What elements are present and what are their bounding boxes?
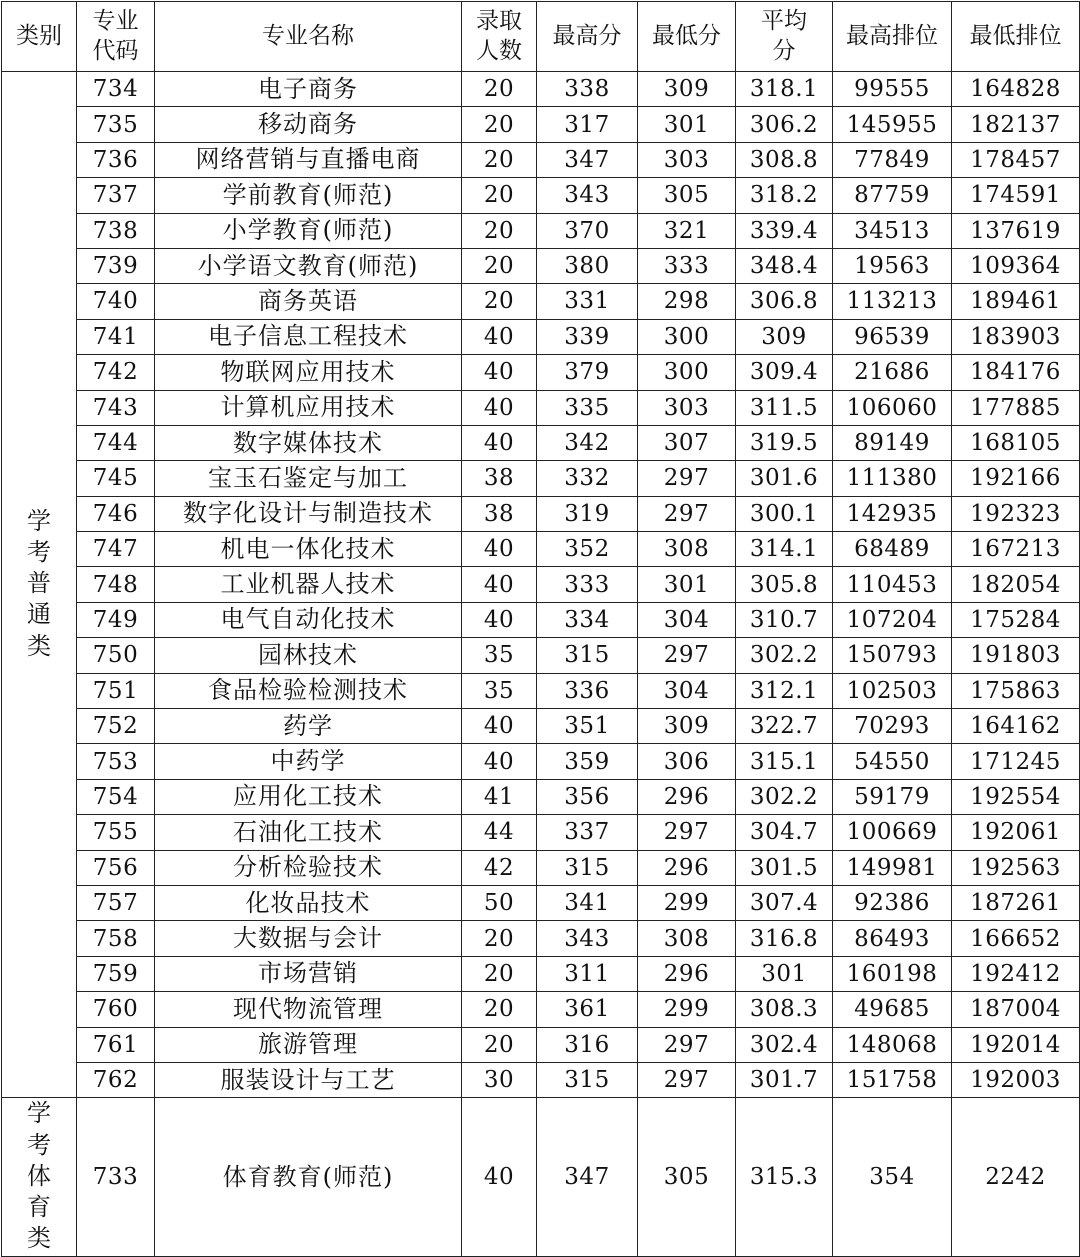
max-rank-cell: 150793 xyxy=(833,638,952,673)
name-cell: 应用化工技术 xyxy=(155,779,462,814)
max-rank-cell: 96539 xyxy=(833,319,952,354)
code-cell: 734 xyxy=(77,72,155,107)
admitted-cell: 20 xyxy=(462,1027,537,1062)
min-rank-cell: 182137 xyxy=(952,107,1080,142)
name-cell: 市场营销 xyxy=(155,956,462,991)
admitted-cell: 40 xyxy=(462,709,537,744)
min-score-cell: 309 xyxy=(638,709,736,744)
min-rank-cell: 184176 xyxy=(952,355,1080,390)
admitted-cell: 20 xyxy=(462,72,537,107)
max-score-cell: 334 xyxy=(537,602,638,637)
max-score-cell: 347 xyxy=(537,1098,638,1257)
min-score-cell: 308 xyxy=(638,532,736,567)
avg-score-cell: 310.7 xyxy=(736,602,833,637)
name-cell: 现代物流管理 xyxy=(155,992,462,1027)
table-row xyxy=(2,744,1080,779)
avg-score-cell: 302.4 xyxy=(736,1027,833,1062)
table-row xyxy=(2,425,1080,460)
min-score-cell: 296 xyxy=(638,850,736,885)
name-cell: 商务英语 xyxy=(155,284,462,319)
admission-scores-table xyxy=(1,1,1080,1257)
code-cell: 752 xyxy=(77,709,155,744)
admitted-cell: 42 xyxy=(462,850,537,885)
max-score-cell: 352 xyxy=(537,532,638,567)
max-score-cell: 343 xyxy=(537,178,638,213)
table-row xyxy=(2,390,1080,425)
name-cell: 移动商务 xyxy=(155,107,462,142)
admitted-cell: 35 xyxy=(462,638,537,673)
table-row xyxy=(2,956,1080,991)
min-rank-cell: 182054 xyxy=(952,567,1080,602)
code-cell: 740 xyxy=(77,284,155,319)
min-rank-cell: 167213 xyxy=(952,532,1080,567)
admitted-cell: 40 xyxy=(462,567,537,602)
admitted-cell: 35 xyxy=(462,673,537,708)
code-cell: 748 xyxy=(77,567,155,602)
max-rank-cell: 148068 xyxy=(833,1027,952,1062)
max-rank-cell: 87759 xyxy=(833,178,952,213)
avg-score-cell: 301 xyxy=(736,956,833,991)
min-rank-cell: 178457 xyxy=(952,142,1080,177)
code-cell: 736 xyxy=(77,142,155,177)
max-rank-cell: 102503 xyxy=(833,673,952,708)
admitted-cell: 40 xyxy=(462,319,537,354)
table-row xyxy=(2,673,1080,708)
table-row xyxy=(2,602,1080,637)
min-rank-cell: 192061 xyxy=(952,815,1080,850)
min-score-cell: 301 xyxy=(638,107,736,142)
avg-score-cell: 307.4 xyxy=(736,885,833,920)
min-score-cell: 297 xyxy=(638,496,736,531)
code-cell: 756 xyxy=(77,850,155,885)
min-rank-cell: 174591 xyxy=(952,178,1080,213)
table-row xyxy=(2,496,1080,531)
min-rank-cell: 168105 xyxy=(952,425,1080,460)
code-cell: 750 xyxy=(77,638,155,673)
name-cell: 电子信息工程技术 xyxy=(155,319,462,354)
avg-score-cell: 308.3 xyxy=(736,992,833,1027)
code-cell: 762 xyxy=(77,1062,155,1097)
min-rank-cell: 192563 xyxy=(952,850,1080,885)
max-score-cell: 379 xyxy=(537,355,638,390)
table-row xyxy=(2,1098,1080,1257)
name-cell: 电气自动化技术 xyxy=(155,602,462,637)
table-row xyxy=(2,850,1080,885)
min-rank-cell: 187261 xyxy=(952,885,1080,920)
min-score-cell: 305 xyxy=(638,1098,736,1257)
max-rank-cell: 68489 xyxy=(833,532,952,567)
header-min-rank: 最低排位 xyxy=(952,2,1080,72)
max-score-cell: 342 xyxy=(537,425,638,460)
code-cell: 741 xyxy=(77,319,155,354)
min-rank-cell: 189461 xyxy=(952,284,1080,319)
table-row xyxy=(2,885,1080,920)
min-rank-cell: 175863 xyxy=(952,673,1080,708)
admitted-cell: 20 xyxy=(462,107,537,142)
min-rank-cell: 192323 xyxy=(952,496,1080,531)
name-cell: 中药学 xyxy=(155,744,462,779)
min-rank-cell: 164162 xyxy=(952,709,1080,744)
code-cell: 739 xyxy=(77,248,155,283)
max-score-cell: 338 xyxy=(537,72,638,107)
table-row xyxy=(2,319,1080,354)
category-label: 学考体育类 xyxy=(26,1099,51,1253)
admitted-cell: 20 xyxy=(462,992,537,1027)
min-score-cell: 321 xyxy=(638,213,736,248)
min-rank-cell: 171245 xyxy=(952,744,1080,779)
avg-score-cell: 301.6 xyxy=(736,461,833,496)
name-cell: 物联网应用技术 xyxy=(155,355,462,390)
table-row xyxy=(2,815,1080,850)
code-cell: 759 xyxy=(77,956,155,991)
max-score-cell: 359 xyxy=(537,744,638,779)
name-cell: 石油化工技术 xyxy=(155,815,462,850)
admitted-cell: 40 xyxy=(462,355,537,390)
code-cell: 744 xyxy=(77,425,155,460)
max-score-cell: 333 xyxy=(537,567,638,602)
admitted-cell: 40 xyxy=(462,602,537,637)
max-rank-cell: 21686 xyxy=(833,355,952,390)
admitted-cell: 20 xyxy=(462,213,537,248)
min-score-cell: 303 xyxy=(638,142,736,177)
name-cell: 旅游管理 xyxy=(155,1027,462,1062)
name-cell: 小学语文教育(师范) xyxy=(155,248,462,283)
table-row xyxy=(2,355,1080,390)
code-cell: 742 xyxy=(77,355,155,390)
avg-score-cell: 312.1 xyxy=(736,673,833,708)
table-row xyxy=(2,779,1080,814)
code-cell: 746 xyxy=(77,496,155,531)
table-row xyxy=(2,72,1080,107)
min-score-cell: 297 xyxy=(638,638,736,673)
max-score-cell: 316 xyxy=(537,1027,638,1062)
admitted-cell: 20 xyxy=(462,284,537,319)
max-rank-cell: 111380 xyxy=(833,461,952,496)
min-rank-cell: 192412 xyxy=(952,956,1080,991)
min-rank-cell: 192166 xyxy=(952,461,1080,496)
max-rank-cell: 113213 xyxy=(833,284,952,319)
max-rank-cell: 54550 xyxy=(833,744,952,779)
max-rank-cell: 106060 xyxy=(833,390,952,425)
code-cell: 745 xyxy=(77,461,155,496)
table-row xyxy=(2,461,1080,496)
table-row xyxy=(2,532,1080,567)
avg-score-cell: 301.5 xyxy=(736,850,833,885)
table-row xyxy=(2,213,1080,248)
avg-score-cell: 305.8 xyxy=(736,567,833,602)
header-category: 类别 xyxy=(2,2,77,72)
name-cell: 化妆品技术 xyxy=(155,885,462,920)
max-rank-cell: 160198 xyxy=(833,956,952,991)
code-cell: 733 xyxy=(77,1098,155,1257)
name-cell: 体育教育(师范) xyxy=(155,1098,462,1257)
table-body xyxy=(2,72,1080,1257)
max-score-cell: 343 xyxy=(537,921,638,956)
max-score-cell: 319 xyxy=(537,496,638,531)
min-rank-cell: 183903 xyxy=(952,319,1080,354)
min-score-cell: 297 xyxy=(638,461,736,496)
min-score-cell: 304 xyxy=(638,602,736,637)
min-score-cell: 300 xyxy=(638,355,736,390)
name-cell: 大数据与会计 xyxy=(155,921,462,956)
min-rank-cell: 109364 xyxy=(952,248,1080,283)
max-rank-cell: 59179 xyxy=(833,779,952,814)
table-row xyxy=(2,1027,1080,1062)
min-score-cell: 303 xyxy=(638,390,736,425)
min-score-cell: 301 xyxy=(638,567,736,602)
header-code xyxy=(77,2,155,72)
category-cell xyxy=(2,1098,77,1257)
header-row xyxy=(2,2,1080,72)
max-score-cell: 341 xyxy=(537,885,638,920)
code-cell: 754 xyxy=(77,779,155,814)
name-cell: 机电一体化技术 xyxy=(155,532,462,567)
avg-score-cell: 318.1 xyxy=(736,72,833,107)
min-score-cell: 297 xyxy=(638,1062,736,1097)
avg-score-cell: 315.1 xyxy=(736,744,833,779)
table-row xyxy=(2,638,1080,673)
max-rank-cell: 107204 xyxy=(833,602,952,637)
min-score-cell: 333 xyxy=(638,248,736,283)
min-score-cell: 299 xyxy=(638,992,736,1027)
max-rank-cell: 19563 xyxy=(833,248,952,283)
max-score-cell: 361 xyxy=(537,992,638,1027)
admitted-cell: 20 xyxy=(462,956,537,991)
name-cell: 宝玉石鉴定与加工 xyxy=(155,461,462,496)
code-cell: 761 xyxy=(77,1027,155,1062)
min-rank-cell: 2242 xyxy=(952,1098,1080,1257)
category-label: 学考普通类 xyxy=(26,506,51,660)
table-row xyxy=(2,248,1080,283)
avg-score-cell: 306.8 xyxy=(736,284,833,319)
code-cell: 747 xyxy=(77,532,155,567)
min-score-cell: 299 xyxy=(638,885,736,920)
name-cell: 电子商务 xyxy=(155,72,462,107)
max-score-cell: 315 xyxy=(537,1062,638,1097)
max-rank-cell: 86493 xyxy=(833,921,952,956)
max-score-cell: 380 xyxy=(537,248,638,283)
min-score-cell: 307 xyxy=(638,425,736,460)
code-cell: 738 xyxy=(77,213,155,248)
code-cell: 757 xyxy=(77,885,155,920)
header-min-score: 最低分 xyxy=(638,2,736,72)
max-score-cell: 332 xyxy=(537,461,638,496)
code-cell: 735 xyxy=(77,107,155,142)
header-max-rank: 最高排位 xyxy=(833,2,952,72)
avg-score-cell: 314.1 xyxy=(736,532,833,567)
max-score-cell: 370 xyxy=(537,213,638,248)
max-score-cell: 351 xyxy=(537,709,638,744)
min-rank-cell: 192014 xyxy=(952,1027,1080,1062)
avg-score-cell: 319.5 xyxy=(736,425,833,460)
avg-score-cell: 315.3 xyxy=(736,1098,833,1257)
max-rank-cell: 99555 xyxy=(833,72,952,107)
avg-score-cell: 309 xyxy=(736,319,833,354)
avg-score-cell: 302.2 xyxy=(736,638,833,673)
min-rank-cell: 187004 xyxy=(952,992,1080,1027)
min-rank-cell: 164828 xyxy=(952,72,1080,107)
max-rank-cell: 145955 xyxy=(833,107,952,142)
table-row xyxy=(2,107,1080,142)
name-cell: 分析检验技术 xyxy=(155,850,462,885)
code-cell: 751 xyxy=(77,673,155,708)
name-cell: 药学 xyxy=(155,709,462,744)
avg-score-cell: 300.1 xyxy=(736,496,833,531)
avg-score-cell: 318.2 xyxy=(736,178,833,213)
name-cell: 服装设计与工艺 xyxy=(155,1062,462,1097)
max-score-cell: 317 xyxy=(537,107,638,142)
header-max-score: 最高分 xyxy=(537,2,638,72)
avg-score-cell: 309.4 xyxy=(736,355,833,390)
avg-score-cell: 322.7 xyxy=(736,709,833,744)
name-cell: 工业机器人技术 xyxy=(155,567,462,602)
max-score-cell: 347 xyxy=(537,142,638,177)
min-rank-cell: 137619 xyxy=(952,213,1080,248)
admitted-cell: 20 xyxy=(462,248,537,283)
admitted-cell: 40 xyxy=(462,390,537,425)
admitted-cell: 20 xyxy=(462,921,537,956)
max-score-cell: 331 xyxy=(537,284,638,319)
min-rank-cell: 177885 xyxy=(952,390,1080,425)
name-cell: 数字媒体技术 xyxy=(155,425,462,460)
name-cell: 数字化设计与制造技术 xyxy=(155,496,462,531)
header-avg-score xyxy=(736,2,833,72)
admitted-cell: 20 xyxy=(462,178,537,213)
avg-score-cell: 348.4 xyxy=(736,248,833,283)
admitted-cell: 44 xyxy=(462,815,537,850)
min-rank-cell: 191803 xyxy=(952,638,1080,673)
code-cell: 760 xyxy=(77,992,155,1027)
max-score-cell: 337 xyxy=(537,815,638,850)
code-cell: 743 xyxy=(77,390,155,425)
admitted-cell: 41 xyxy=(462,779,537,814)
admitted-cell: 40 xyxy=(462,1098,537,1257)
table-row xyxy=(2,709,1080,744)
admitted-cell: 30 xyxy=(462,1062,537,1097)
min-score-cell: 304 xyxy=(638,673,736,708)
admitted-cell: 38 xyxy=(462,496,537,531)
max-score-cell: 311 xyxy=(537,956,638,991)
table-row xyxy=(2,178,1080,213)
avg-score-cell: 304.7 xyxy=(736,815,833,850)
admitted-cell: 38 xyxy=(462,461,537,496)
max-rank-cell: 110453 xyxy=(833,567,952,602)
max-score-cell: 336 xyxy=(537,673,638,708)
code-cell: 737 xyxy=(77,178,155,213)
table-row xyxy=(2,284,1080,319)
min-score-cell: 309 xyxy=(638,72,736,107)
code-cell: 749 xyxy=(77,602,155,637)
avg-score-cell: 339.4 xyxy=(736,213,833,248)
code-cell: 753 xyxy=(77,744,155,779)
max-rank-cell: 142935 xyxy=(833,496,952,531)
min-score-cell: 297 xyxy=(638,1027,736,1062)
header-code-label: 专业代码 xyxy=(92,7,139,64)
admitted-cell: 40 xyxy=(462,425,537,460)
header-admitted xyxy=(462,2,537,72)
table-row xyxy=(2,567,1080,602)
max-rank-cell: 49685 xyxy=(833,992,952,1027)
max-rank-cell: 70293 xyxy=(833,709,952,744)
admitted-cell: 20 xyxy=(462,142,537,177)
avg-score-cell: 308.8 xyxy=(736,142,833,177)
max-rank-cell: 92386 xyxy=(833,885,952,920)
max-score-cell: 315 xyxy=(537,850,638,885)
code-cell: 755 xyxy=(77,815,155,850)
max-rank-cell: 149981 xyxy=(833,850,952,885)
max-score-cell: 315 xyxy=(537,638,638,673)
min-score-cell: 308 xyxy=(638,921,736,956)
max-rank-cell: 89149 xyxy=(833,425,952,460)
avg-score-cell: 306.2 xyxy=(736,107,833,142)
table-row xyxy=(2,921,1080,956)
max-rank-cell: 34513 xyxy=(833,213,952,248)
max-score-cell: 339 xyxy=(537,319,638,354)
name-cell: 园林技术 xyxy=(155,638,462,673)
min-score-cell: 306 xyxy=(638,744,736,779)
max-rank-cell: 354 xyxy=(833,1098,952,1257)
name-cell: 学前教育(师范) xyxy=(155,178,462,213)
max-rank-cell: 100669 xyxy=(833,815,952,850)
table-row xyxy=(2,1062,1080,1097)
min-score-cell: 298 xyxy=(638,284,736,319)
max-rank-cell: 151758 xyxy=(833,1062,952,1097)
name-cell: 网络营销与直播电商 xyxy=(155,142,462,177)
min-rank-cell: 192554 xyxy=(952,779,1080,814)
max-rank-cell: 77849 xyxy=(833,142,952,177)
max-score-cell: 335 xyxy=(537,390,638,425)
table-row xyxy=(2,142,1080,177)
code-cell: 758 xyxy=(77,921,155,956)
admitted-cell: 50 xyxy=(462,885,537,920)
table-row xyxy=(2,992,1080,1027)
max-score-cell: 356 xyxy=(537,779,638,814)
avg-score-cell: 311.5 xyxy=(736,390,833,425)
admitted-cell: 40 xyxy=(462,744,537,779)
name-cell: 食品检验检测技术 xyxy=(155,673,462,708)
category-cell xyxy=(2,72,77,1098)
avg-score-cell: 316.8 xyxy=(736,921,833,956)
min-score-cell: 296 xyxy=(638,779,736,814)
min-score-cell: 305 xyxy=(638,178,736,213)
min-score-cell: 297 xyxy=(638,815,736,850)
min-rank-cell: 175284 xyxy=(952,602,1080,637)
min-rank-cell: 192003 xyxy=(952,1062,1080,1097)
min-score-cell: 296 xyxy=(638,956,736,991)
name-cell: 计算机应用技术 xyxy=(155,390,462,425)
admitted-cell: 40 xyxy=(462,532,537,567)
header-avg-score-label: 平均分 xyxy=(761,7,807,64)
min-rank-cell: 166652 xyxy=(952,921,1080,956)
avg-score-cell: 302.2 xyxy=(736,779,833,814)
name-cell: 小学教育(师范) xyxy=(155,213,462,248)
min-score-cell: 300 xyxy=(638,319,736,354)
header-name: 专业名称 xyxy=(155,2,462,72)
header-admitted-label: 录取人数 xyxy=(476,7,522,64)
avg-score-cell: 301.7 xyxy=(736,1062,833,1097)
